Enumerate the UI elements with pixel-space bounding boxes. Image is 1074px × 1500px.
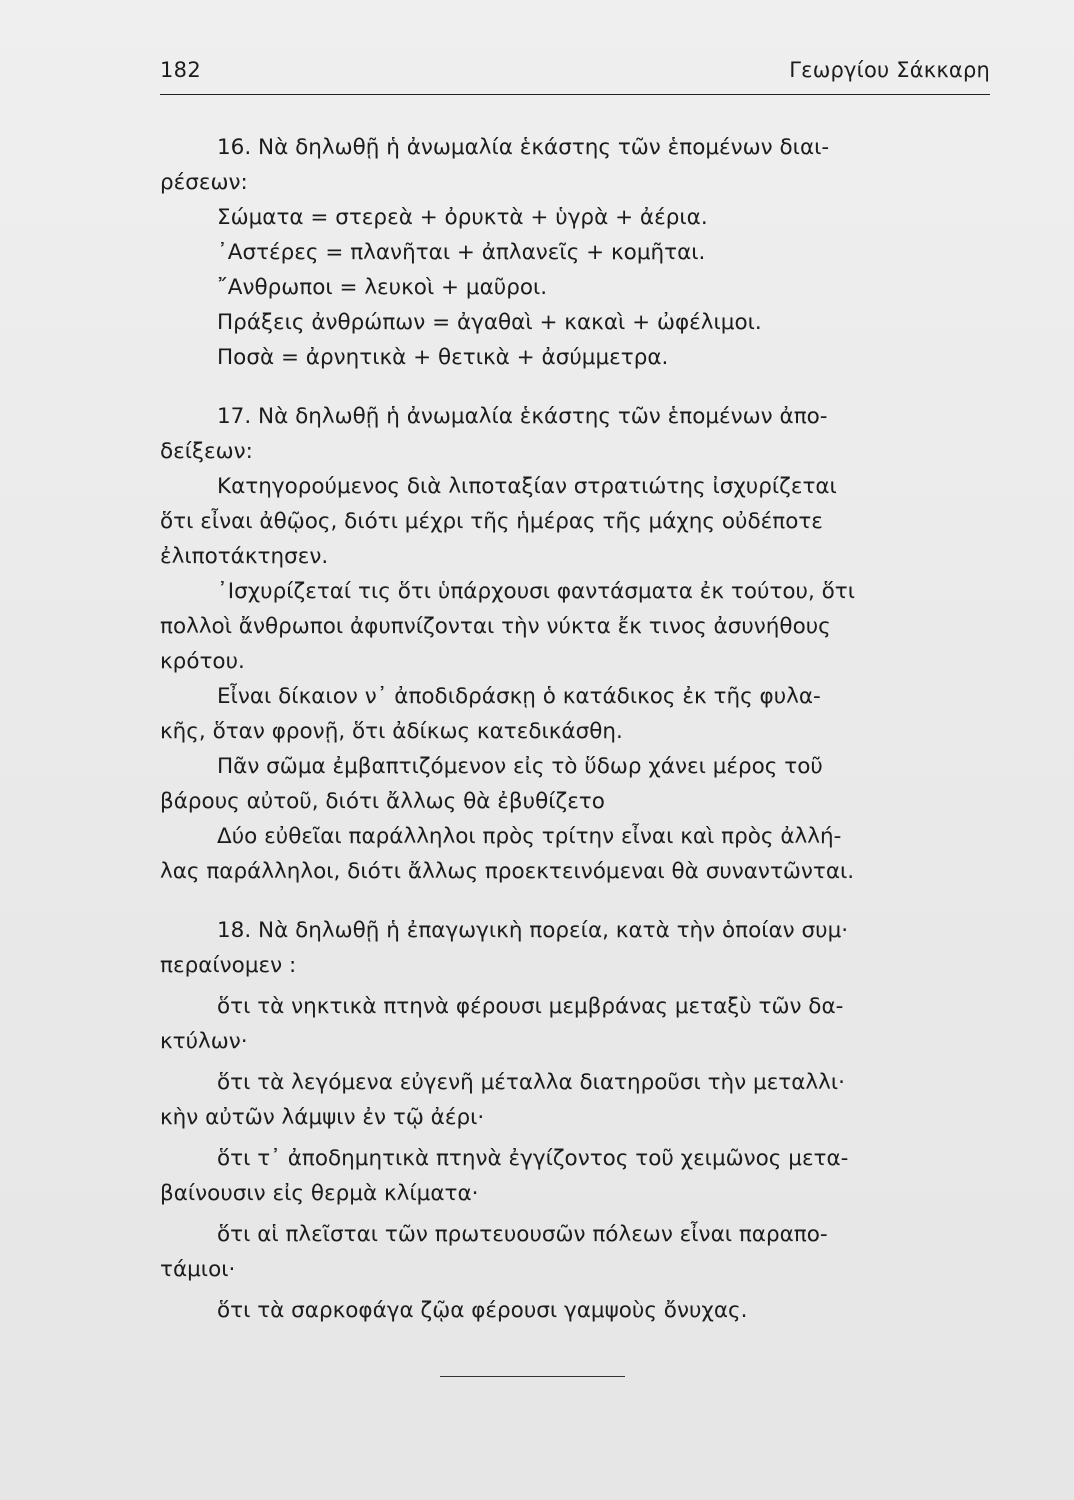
- exercise-16-title-line2: ρέσεων:: [160, 170, 248, 195]
- proof-2-line2: πολλοὶ ἄνθρωποι ἀφυπνίζονται τὴν νύκτα ἔκ τινος ἀσυνήθους: [160, 614, 831, 639]
- proof-5-line2: λας παράλληλοι, διότι ἄλλως προεκτεινόμεναι θὰ συναντῶνται.: [160, 859, 855, 884]
- page-body: [160, 130, 994, 1328]
- page-number: 182: [160, 58, 201, 82]
- induction-item-1-line1: ὅτι τὰ νηκτικὰ πτηνὰ φέρουσι μεμβράνας μεταξὺ τῶν δα-: [217, 994, 844, 1019]
- exercise-17-title-line2: δείξεων:: [160, 439, 253, 464]
- induction-item-1-line2: κτύλων·: [160, 1029, 248, 1054]
- induction-item-2-line1: ὅτι τὰ λεγόμενα εὐγενῆ μέταλλα διατηροῦσι τὴν μεταλλι·: [217, 1070, 845, 1095]
- exercise-17-title-line1: 17. Νὰ δηλωθῇ ἡ ἀνωμαλία ἑκάστης τῶν ἑπομένων ἀπο-: [217, 404, 828, 429]
- induction-item-4-line2: τάμιοι·: [160, 1257, 236, 1282]
- induction-item-4-line1: ὅτι αἱ πλεῖσται τῶν πρωτευουσῶν πόλεων εἶναι παραπο-: [217, 1222, 828, 1247]
- proof-1-line1: Κατηγορούμενος διὰ λιποταξίαν στρατιώτης ἰσχυρίζεται: [217, 474, 837, 499]
- division-item: ῎Ανθρωποι = λευκοὶ + μαῦροι.: [217, 275, 548, 300]
- proof-3-line1: Εἶναι δίκαιον ν᾿ ἀποδιδράσκῃ ὁ κατάδικος ἐκ τῆς φυλα-: [217, 684, 821, 709]
- exercise-16: [160, 130, 994, 375]
- proof-2-line3: κρότου.: [160, 649, 245, 674]
- proof-4-line1: Πᾶν σῶμα ἐμβαπτιζόμενον εἰς τὸ ὕδωρ χάνει μέρος τοῦ: [217, 754, 823, 779]
- division-item: Σώματα = στερεὰ + ὀρυκτὰ + ὑγρὰ + ἀέρια.: [217, 205, 708, 230]
- division-item: Ποσὰ = ἀρνητικὰ + θετικὰ + ἀσύμμετρα.: [217, 345, 669, 370]
- proof-5-line1: Δύο εὐθεῖαι παράλληλοι πρὸς τρίτην εἶναι καὶ πρὸς ἀλλή-: [217, 824, 842, 849]
- induction-item-3-line2: βαίνουσιν εἰς θερμὰ κλίματα·: [160, 1181, 479, 1206]
- exercise-16-title-line1: 16. Νὰ δηλωθῇ ἡ ἀνωμαλία ἑκάστης τῶν ἑπομένων διαι-: [217, 135, 830, 160]
- proof-4-line2: βάρους αὐτοῦ, διότι ἄλλως θὰ ἐβυθίζετο: [160, 789, 605, 814]
- division-item: ᾿Αστέρες = πλανῆται + ἀπλανεῖς + κομῆται.: [217, 240, 706, 265]
- proof-1-line2: ὅτι εἶναι ἀθῷος, διότι μέχρι τῆς ἡμέρας τῆς μάχης οὐδέποτε: [160, 509, 823, 534]
- proof-1-line3: ἐλιποτάκτησεν.: [160, 544, 329, 569]
- induction-item-2-line2: κὴν αὐτῶν λάμψιν ἐν τῷ ἀέρι·: [160, 1105, 485, 1130]
- exercise-18-title-line2: περαίνομεν :: [160, 953, 297, 978]
- page-header: [160, 58, 990, 95]
- exercise-17: [160, 399, 994, 889]
- induction-item-3-line1: ὅτι τ᾿ ἀποδημητικὰ πτηνὰ ἐγγίζοντος τοῦ χειμῶνος μετα-: [217, 1146, 849, 1171]
- proof-3-line2: κῆς, ὅταν φρονῇ, ὅτι ἀδίκως κατεδικάσθη.: [160, 719, 623, 744]
- exercise-18: [160, 913, 994, 1328]
- running-head-author: Γεωργίου Σάκκαρη: [789, 58, 990, 82]
- division-item: Πράξεις ἀνθρώπων = ἀγαθαὶ + κακαὶ + ὠφέλιμοι.: [217, 310, 762, 335]
- proof-2-line1: ᾿Ισχυρίζεταί τις ὅτι ὑπάρχουσι φαντάσματα ἐκ τούτου, ὅτι: [217, 579, 856, 604]
- induction-item-5: ὅτι τὰ σαρκοφάγα ζῷα φέρουσι γαμψοὺς ὄνυχας.: [217, 1298, 748, 1323]
- exercise-18-title-line1: 18. Νὰ δηλωθῇ ἡ ἐπαγωγικὴ πορεία, κατὰ τὴν ὁποίαν συμ·: [217, 918, 849, 943]
- end-rule-divider: [440, 1376, 625, 1377]
